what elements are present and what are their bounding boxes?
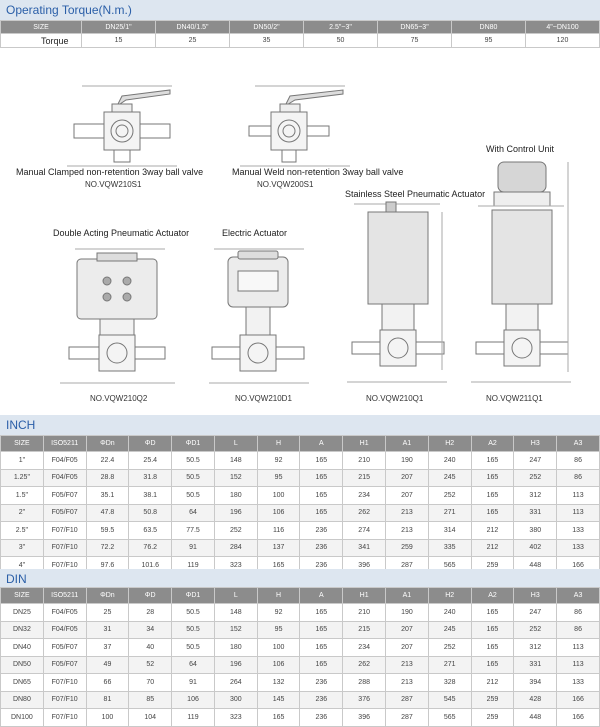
table-cell: DN80 (1, 691, 44, 709)
table-cell: 91 (172, 674, 215, 692)
table-cell: 341 (343, 539, 386, 557)
table-cell: 328 (428, 674, 471, 692)
table-cell: 259 (471, 557, 514, 575)
table-cell: 210 (343, 452, 386, 470)
table-cell: 287 (386, 557, 429, 575)
table-cell: 133 (557, 674, 600, 692)
torque-value-cell: 120 (526, 34, 600, 48)
table-row (1, 487, 600, 505)
table-cell: 314 (428, 522, 471, 540)
table-cell: 31 (86, 621, 129, 639)
stainless-caption: Stainless Steel Pneumatic Actuator (345, 189, 486, 199)
torque-size-cell: DN65~3" (378, 21, 452, 34)
table-cell: 288 (343, 674, 386, 692)
table-cell: F05/F07 (43, 639, 86, 657)
manual-clamped-code: NO.VQW210S1 (85, 180, 142, 189)
table-cell: 106 (257, 504, 300, 522)
table-cell: 287 (386, 709, 429, 727)
inch-header-cell: ΦD (129, 436, 172, 452)
table-cell: 240 (428, 452, 471, 470)
table-cell: 236 (300, 709, 343, 727)
table-cell: 262 (343, 656, 386, 674)
table-cell: 448 (514, 557, 557, 575)
table-cell: 91 (172, 539, 215, 557)
table-cell: 262 (343, 504, 386, 522)
inch-header-cell: ΦDn (86, 436, 129, 452)
table-cell: 252 (214, 522, 257, 540)
table-cell: 101.6 (129, 557, 172, 575)
table-cell: 213 (386, 656, 429, 674)
table-cell: 22.4 (86, 452, 129, 470)
table-cell: 287 (386, 691, 429, 709)
table-cell: F07/F10 (43, 522, 86, 540)
table-cell: 213 (386, 674, 429, 692)
table-cell: F07/F10 (43, 539, 86, 557)
table-cell: 50.5 (172, 604, 215, 622)
inch-header-cell: H3 (514, 436, 557, 452)
din-header-cell: ΦD (129, 588, 172, 604)
inch-table (0, 435, 600, 575)
table-cell: 95 (257, 621, 300, 639)
table-cell: 247 (514, 452, 557, 470)
table-cell: 215 (343, 621, 386, 639)
table-cell: 25 (86, 604, 129, 622)
torque-size-cell: DN25/1" (82, 21, 156, 34)
table-cell: DN25 (1, 604, 44, 622)
table-cell: 165 (471, 621, 514, 639)
table-cell: 95 (257, 469, 300, 487)
table-cell: 402 (514, 539, 557, 557)
table-cell: 396 (343, 557, 386, 575)
table-cell: 396 (343, 709, 386, 727)
table-cell: 3" (1, 539, 44, 557)
inch-header-cell: H (257, 436, 300, 452)
table-cell: 284 (214, 539, 257, 557)
double-acting-code: NO.VQW210Q2 (90, 394, 148, 403)
table-cell: 137 (257, 539, 300, 557)
table-row (1, 621, 600, 639)
table-cell: 31.8 (129, 469, 172, 487)
table-cell: 1" (1, 452, 44, 470)
manual-clamped-valve-drawing (62, 78, 182, 168)
table-cell: 428 (514, 691, 557, 709)
table-cell: 113 (557, 639, 600, 657)
table-cell: 245 (428, 621, 471, 639)
table-cell: 133 (557, 539, 600, 557)
inch-header-cell: A3 (557, 436, 600, 452)
table-cell: 190 (386, 452, 429, 470)
table-cell: 213 (386, 522, 429, 540)
table-row (1, 604, 600, 622)
table-cell: 165 (257, 557, 300, 575)
table-cell: 113 (557, 656, 600, 674)
table-cell: 25.4 (129, 452, 172, 470)
din-table (0, 587, 600, 727)
din-header-cell: ΦD1 (172, 588, 215, 604)
control-unit-code: NO.VQW211Q1 (486, 394, 543, 403)
table-cell: 165 (300, 604, 343, 622)
table-cell: 234 (343, 487, 386, 505)
table-cell: 565 (428, 709, 471, 727)
inch-body (1, 452, 600, 575)
table-cell: 264 (214, 674, 257, 692)
table-cell: 252 (428, 487, 471, 505)
table-cell: 323 (214, 709, 257, 727)
table-cell: 34 (129, 621, 172, 639)
table-cell: 394 (514, 674, 557, 692)
din-header-row (1, 588, 600, 604)
table-cell: 119 (172, 557, 215, 575)
table-cell: 166 (557, 709, 600, 727)
table-cell: 59.5 (86, 522, 129, 540)
table-cell: 148 (214, 604, 257, 622)
table-cell: 66 (86, 674, 129, 692)
din-header-cell: A (300, 588, 343, 604)
table-cell: F07/F10 (43, 691, 86, 709)
din-header-cell: H3 (514, 588, 557, 604)
din-header-cell: SIZE (1, 588, 44, 604)
electric-caption: Electric Actuator (222, 228, 288, 238)
din-header-cell: A1 (386, 588, 429, 604)
table-cell: 86 (557, 621, 600, 639)
table-cell: 312 (514, 487, 557, 505)
table-cell: 180 (214, 487, 257, 505)
table-cell: 165 (300, 656, 343, 674)
table-cell: 28 (129, 604, 172, 622)
table-cell: 213 (386, 504, 429, 522)
torque-header-row (1, 21, 600, 34)
table-cell: 85 (129, 691, 172, 709)
table-cell: 196 (214, 504, 257, 522)
table-row (1, 639, 600, 657)
table-cell: 86 (557, 604, 600, 622)
table-cell: 100 (257, 639, 300, 657)
inch-header-cell: SIZE (1, 436, 44, 452)
torque-value-cell: 35 (230, 34, 304, 48)
table-cell: 2.5" (1, 522, 44, 540)
table-cell: F04/F05 (43, 621, 86, 639)
torque-value-cell: 75 (378, 34, 452, 48)
torque-section-title: Operating Torque(N.m.) (0, 0, 600, 20)
table-cell: 448 (514, 709, 557, 727)
table-cell: 133 (557, 522, 600, 540)
torque-size-cell: DN40/1.5" (156, 21, 230, 34)
table-cell: 165 (300, 487, 343, 505)
table-cell: 165 (257, 709, 300, 727)
table-cell: 100 (86, 709, 129, 727)
table-cell: 252 (428, 639, 471, 657)
table-cell: 236 (300, 522, 343, 540)
table-cell: 52 (129, 656, 172, 674)
table-cell: 38.1 (129, 487, 172, 505)
table-cell: 28.8 (86, 469, 129, 487)
table-cell: 165 (471, 604, 514, 622)
table-cell: 165 (300, 452, 343, 470)
table-cell: 212 (471, 674, 514, 692)
table-cell: 331 (514, 656, 557, 674)
electric-actuator-drawing (204, 245, 314, 391)
torque-size-cell: DN80 (452, 21, 526, 34)
table-cell: 119 (172, 709, 215, 727)
table-cell: 212 (471, 522, 514, 540)
table-cell: 81 (86, 691, 129, 709)
double-acting-actuator-drawing (55, 243, 180, 391)
table-cell: 4" (1, 557, 44, 575)
table-cell: 106 (172, 691, 215, 709)
table-cell: 323 (214, 557, 257, 575)
control-unit-actuator-drawing (466, 160, 576, 392)
electric-code: NO.VQW210D1 (235, 394, 292, 403)
table-cell: 236 (300, 674, 343, 692)
manual-clamped-caption: Manual Clamped non-retention 3way ball valve (16, 167, 204, 177)
din-body (1, 604, 600, 727)
din-header-cell: H1 (343, 588, 386, 604)
table-row (1, 522, 600, 540)
din-section-title: DIN (0, 569, 600, 589)
torque-value-row (1, 34, 600, 48)
din-header-cell: ISO5211 (43, 588, 86, 604)
table-cell: 190 (386, 604, 429, 622)
table-row (1, 674, 600, 692)
table-cell: 1.5" (1, 487, 44, 505)
table-cell: 234 (343, 639, 386, 657)
table-cell: 259 (471, 691, 514, 709)
table-cell: 207 (386, 487, 429, 505)
table-cell: 64 (172, 504, 215, 522)
table-cell: 145 (257, 691, 300, 709)
table-cell: 165 (471, 639, 514, 657)
table-cell: 274 (343, 522, 386, 540)
table-row (1, 709, 600, 727)
torque-value-cell: 50 (304, 34, 378, 48)
table-cell: 165 (471, 469, 514, 487)
torque-size-cell: 4"~DN100 (526, 21, 600, 34)
torque-value-cell: 25 (156, 34, 230, 48)
table-cell: 86 (557, 452, 600, 470)
table-cell: 166 (557, 691, 600, 709)
table-cell: 1.25" (1, 469, 44, 487)
torque-header-label: SIZE (1, 21, 82, 34)
table-cell: F04/F05 (43, 604, 86, 622)
din-header-cell: ΦDn (86, 588, 129, 604)
table-cell: 259 (386, 539, 429, 557)
table-cell: 166 (557, 557, 600, 575)
table-cell: 40 (129, 639, 172, 657)
table-cell: 165 (471, 452, 514, 470)
stainless-code: NO.VQW210Q1 (366, 394, 424, 403)
table-cell: F07/F10 (43, 557, 86, 575)
table-cell: 50.5 (172, 487, 215, 505)
table-cell: 207 (386, 469, 429, 487)
table-cell: 47.8 (86, 504, 129, 522)
table-cell: 106 (257, 656, 300, 674)
table-cell: F05/F07 (43, 656, 86, 674)
table-cell: 165 (300, 639, 343, 657)
manual-weld-code: NO.VQW200S1 (257, 180, 314, 189)
table-cell: 50.5 (172, 452, 215, 470)
table-cell: 312 (514, 639, 557, 657)
table-cell: 335 (428, 539, 471, 557)
table-cell: 165 (300, 504, 343, 522)
table-cell: 35.1 (86, 487, 129, 505)
torque-value-cell: 15 (82, 34, 156, 48)
din-header-cell: H (257, 588, 300, 604)
table-cell: 245 (428, 469, 471, 487)
table-cell: 113 (557, 504, 600, 522)
table-cell: 240 (428, 604, 471, 622)
inch-section-title: INCH (0, 415, 600, 435)
table-cell: 271 (428, 656, 471, 674)
manual-weld-valve-drawing (235, 78, 355, 168)
table-cell: 376 (343, 691, 386, 709)
table-row (1, 539, 600, 557)
stainless-pneumatic-actuator-drawing (342, 200, 452, 392)
table-cell: F07/F10 (43, 674, 86, 692)
torque-table (0, 20, 600, 48)
control-unit-caption: With Control Unit (486, 144, 555, 154)
torque-value-cell: 95 (452, 34, 526, 48)
table-cell: 92 (257, 452, 300, 470)
table-cell: 49 (86, 656, 129, 674)
table-cell: 37 (86, 639, 129, 657)
table-cell: 64 (172, 656, 215, 674)
din-header-cell: L (214, 588, 257, 604)
inch-header-cell: L (214, 436, 257, 452)
table-cell: 252 (514, 469, 557, 487)
table-cell: 545 (428, 691, 471, 709)
table-cell: 70 (129, 674, 172, 692)
table-cell: 165 (300, 621, 343, 639)
table-cell: 92 (257, 604, 300, 622)
table-cell: DN65 (1, 674, 44, 692)
table-cell: 132 (257, 674, 300, 692)
table-cell: 72.2 (86, 539, 129, 557)
table-cell: DN50 (1, 656, 44, 674)
table-cell: 300 (214, 691, 257, 709)
table-cell: 50.5 (172, 639, 215, 657)
inch-header-cell: H2 (428, 436, 471, 452)
table-row (1, 656, 600, 674)
table-cell: 77.5 (172, 522, 215, 540)
table-cell: 259 (471, 709, 514, 727)
table-cell: 148 (214, 452, 257, 470)
table-cell: 152 (214, 469, 257, 487)
table-cell: 50.8 (129, 504, 172, 522)
table-row (1, 469, 600, 487)
table-cell: 116 (257, 522, 300, 540)
table-cell: 271 (428, 504, 471, 522)
table-cell: 104 (129, 709, 172, 727)
table-cell: 165 (300, 469, 343, 487)
torque-row-label: Torque (1, 34, 82, 48)
table-cell: 247 (514, 604, 557, 622)
table-cell: F04/F05 (43, 469, 86, 487)
table-cell: 86 (557, 469, 600, 487)
double-acting-caption: Double Acting Pneumatic Actuator (53, 228, 190, 238)
table-cell: F05/F07 (43, 504, 86, 522)
table-cell: 236 (300, 539, 343, 557)
table-cell: 165 (471, 487, 514, 505)
inch-header-cell: ΦD1 (172, 436, 215, 452)
table-cell: 165 (471, 504, 514, 522)
table-cell: 212 (471, 539, 514, 557)
inch-header-cell: H1 (343, 436, 386, 452)
table-cell: 152 (214, 621, 257, 639)
table-cell: 210 (343, 604, 386, 622)
table-cell: 380 (514, 522, 557, 540)
table-cell: 63.5 (129, 522, 172, 540)
inch-header-cell: A1 (386, 436, 429, 452)
table-cell: 331 (514, 504, 557, 522)
table-cell: 215 (343, 469, 386, 487)
table-cell: 2" (1, 504, 44, 522)
table-cell: 180 (214, 639, 257, 657)
inch-header-cell: A (300, 436, 343, 452)
table-cell: 76.2 (129, 539, 172, 557)
table-cell: F05/F07 (43, 487, 86, 505)
table-row (1, 691, 600, 709)
table-cell: 207 (386, 639, 429, 657)
table-cell: DN32 (1, 621, 44, 639)
table-cell: 165 (471, 656, 514, 674)
torque-size-cell: DN50/2" (230, 21, 304, 34)
din-header-cell: A2 (471, 588, 514, 604)
table-cell: 196 (214, 656, 257, 674)
table-cell: DN100 (1, 709, 44, 727)
table-cell: 207 (386, 621, 429, 639)
table-cell: 236 (300, 691, 343, 709)
inch-header-cell: ISO5211 (43, 436, 86, 452)
table-row (1, 504, 600, 522)
table-cell: 236 (300, 557, 343, 575)
din-header-cell: A3 (557, 588, 600, 604)
inch-header-cell: A2 (471, 436, 514, 452)
table-cell: 113 (557, 487, 600, 505)
manual-weld-caption: Manual Weld non-retention 3way ball valve (232, 167, 404, 177)
table-cell: 252 (514, 621, 557, 639)
table-cell: DN40 (1, 639, 44, 657)
table-cell: F04/F05 (43, 452, 86, 470)
table-cell: 50.5 (172, 621, 215, 639)
table-cell: 97.6 (86, 557, 129, 575)
table-cell: 100 (257, 487, 300, 505)
inch-header-row (1, 436, 600, 452)
din-header-cell: H2 (428, 588, 471, 604)
table-cell: 50.5 (172, 469, 215, 487)
torque-size-cell: 2.5"~3" (304, 21, 378, 34)
table-cell: 565 (428, 557, 471, 575)
table-cell: F07/F10 (43, 709, 86, 727)
table-row (1, 452, 600, 470)
